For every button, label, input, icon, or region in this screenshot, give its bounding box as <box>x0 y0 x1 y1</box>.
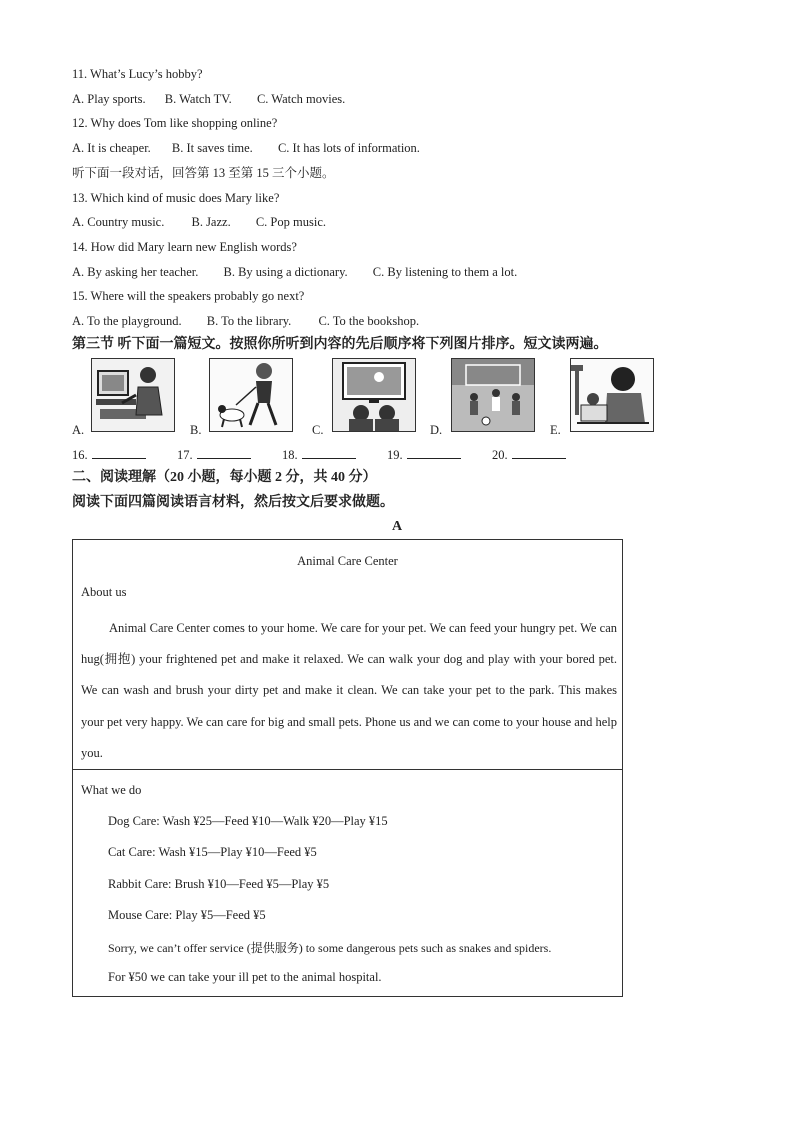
option-c: C. It has lots of information. <box>277 141 420 155</box>
answer-blank-18[interactable]: 18. <box>282 446 356 463</box>
passage-letter: A <box>391 519 403 534</box>
about-heading: About us <box>81 585 127 599</box>
ad-title: Animal Care Center <box>297 554 398 568</box>
picture-a <box>91 358 175 432</box>
option-b: B. Watch TV. <box>164 92 232 106</box>
answer-blank-17[interactable]: 17. <box>177 446 251 463</box>
option-a: A. To the playground. <box>72 314 182 328</box>
option-c: C. By listening to them a lot. <box>372 265 518 279</box>
option-c: C. Pop music. <box>255 215 326 229</box>
question-13-options <box>72 214 326 230</box>
picture-label-a: A. <box>72 423 85 437</box>
option-c: C. To the bookshop. <box>318 314 420 328</box>
option-a: A. Country music. <box>72 215 165 229</box>
question-15-options <box>72 313 419 329</box>
dog-walking-icon <box>210 359 292 431</box>
picture-label-d: D. <box>430 423 443 437</box>
question-14-options <box>72 264 517 280</box>
blank-line <box>302 446 356 459</box>
option-b: B. It saves time. <box>171 141 253 155</box>
service-note-dangerous: Sorry, we can’t offer service (提供服务) to some dangerous pets such as snakes and spiders. <box>108 941 552 955</box>
option-b: B. By using a dictionary. <box>223 265 348 279</box>
answer-blank-16[interactable]: 16. <box>72 446 146 463</box>
about-paragraph: Animal Care Center comes to your home. We care for your pet. We can feed your hungry pet. We can hug(拥抱) your frightened pet and make it relaxed. We can walk your dog and play with your bored pet. We can wash and brush your dirty pet and make it clean. We can take your pet to the park. This makes your pet very happy. We can care for big and small pets. Phone us and we can come to your house and help you. <box>81 621 617 760</box>
question-15: 15. Where will the speakers probably go next? <box>72 289 305 303</box>
question-12-options <box>72 140 420 156</box>
playing-soccer-icon <box>452 359 534 431</box>
computer-user-icon <box>92 359 174 431</box>
picture-label-c: C. <box>312 423 324 437</box>
blank-line <box>407 446 461 459</box>
service-mouse: Mouse Care: Play ¥5—Feed ¥5 <box>108 908 266 922</box>
blank-line <box>197 446 251 459</box>
option-c: C. Watch movies. <box>256 92 346 106</box>
picture-label-e: E. <box>550 423 561 437</box>
service-dog: Dog Care: Wash ¥25—Feed ¥10—Walk ¥20—Play ¥15 <box>108 814 388 828</box>
option-a: A. It is cheaper. <box>72 141 151 155</box>
picture-d <box>451 358 535 432</box>
picture-e <box>570 358 654 432</box>
question-12: 12. Why does Tom like shopping online? <box>72 116 278 130</box>
picture-label-b: B. <box>190 423 202 437</box>
answer-blank-20[interactable]: 20. <box>492 446 566 463</box>
section-3-title: 第三节 听下面一篇短文。按照你所听到内容的先后顺序将下列图片排序。短文读两遍。 <box>72 337 608 352</box>
service-cat: Cat Care: Wash ¥15—Play ¥10—Feed ¥5 <box>108 845 317 859</box>
question-11: 11. What’s Lucy’s hobby? <box>72 67 203 81</box>
picture-c <box>332 358 416 432</box>
divider <box>73 769 622 770</box>
question-13: 13. Which kind of music does Mary like? <box>72 191 280 205</box>
watching-tv-icon <box>333 359 415 431</box>
service-note-hospital: For ¥50 we can take your ill pet to the animal hospital. <box>108 970 382 984</box>
services-heading: What we do <box>81 783 142 797</box>
service-rabbit: Rabbit Care: Brush ¥10—Feed ¥5—Play ¥5 <box>108 877 330 891</box>
nurse-patient-icon <box>571 359 653 431</box>
picture-b <box>209 358 293 432</box>
option-b: B. To the library. <box>206 314 292 328</box>
dialogue-instruction: 听下面一段对话，回答第 13 至第 15 三个小题。 <box>72 166 335 180</box>
ad-box <box>72 539 623 997</box>
question-11-options <box>72 91 345 107</box>
option-a: A. By asking her teacher. <box>72 265 199 279</box>
blank-line <box>512 446 566 459</box>
question-14: 14. How did Mary learn new English words? <box>72 240 297 254</box>
part-2-instruction: 阅读下面四篇阅读语言材料，然后按文后要求做题。 <box>72 495 394 510</box>
part-2-title: 二、阅读理解（20 小题，每小题 2 分，共 40 分） <box>72 470 377 485</box>
answer-blank-19[interactable]: 19. <box>387 446 461 463</box>
option-a: A. Play sports. <box>72 92 146 106</box>
blank-line <box>92 446 146 459</box>
option-b: B. Jazz. <box>191 215 231 229</box>
